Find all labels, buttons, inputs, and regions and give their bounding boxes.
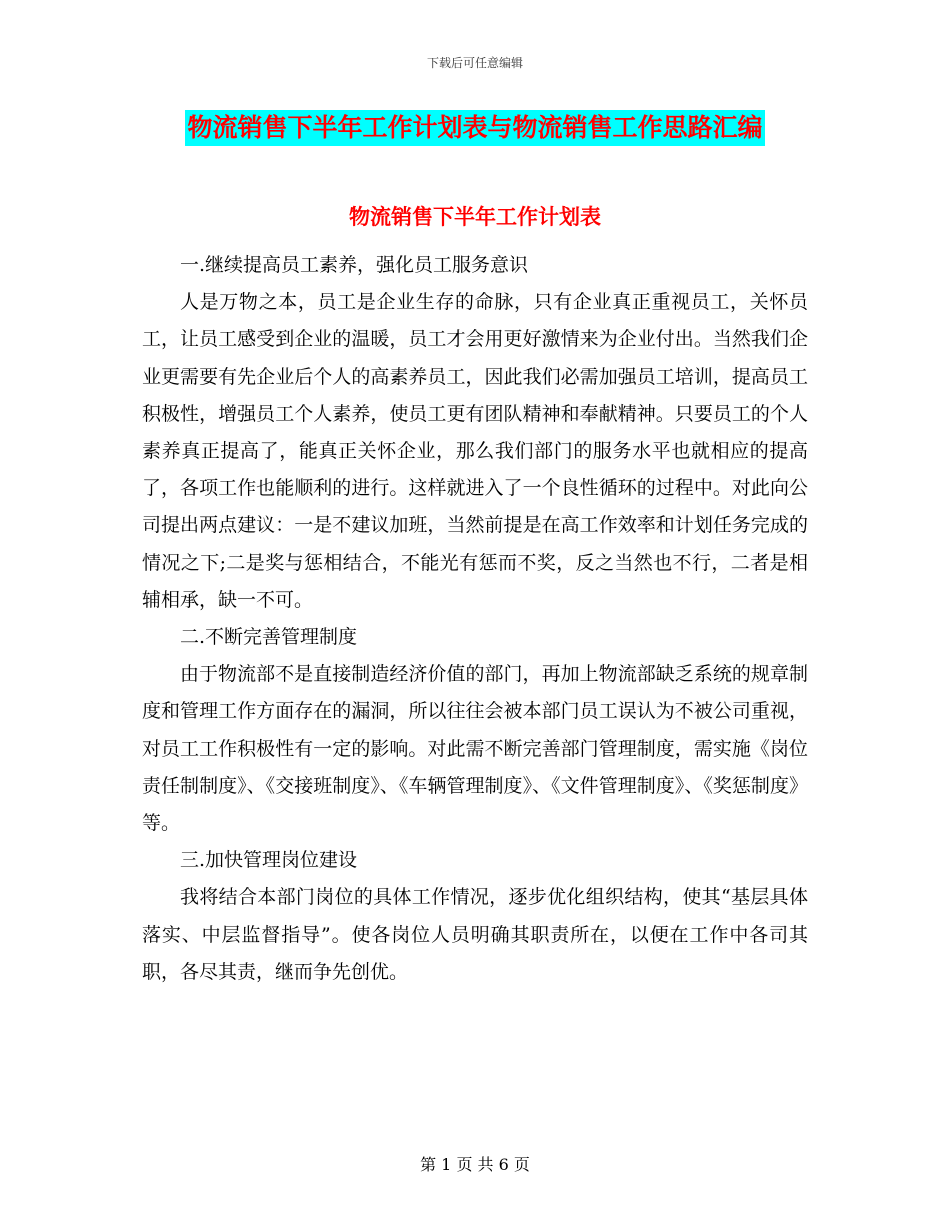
heading-1: 一.继续提高员工素养，强化员工服务意识 [180,254,529,276]
main-title-container [0,110,950,146]
paragraph-3: 我将结合本部门岗位的具体工作情况，逐步优化组织结构，使其“基层具体落实、中层监督指导”。使各岗位人员明确其职责所在，以便在工作中各司其职，各尽其责，继而争先创优。 [142,886,808,983]
heading-2: 二.不断完善管理制度 [180,626,358,649]
paragraph-2: 由于物流部不是直接制造经济价值的部门，再加上物流部缺乏系统的规章制度和管理工作方面存在的漏洞，所以往往会被本部门员工误认为不被公司重视，对员工工作积极性有一定的影响。对此需不断完善部门管理制度，需实施《岗位责任制制度》、《交接班制度》、《车辆管理制度》、《文件管理制度》、《奖惩制度》等。 [142,663,808,835]
paragraph-1: 人是万物之本，员工是企业生存的命脉，只有企业真正重视员工，关怀员工，让员工感受到企业的温暖，员工才会用更好激情来为企业付出。当然我们企业更需要有先企业后个人的高素养员工，因此我们必需加强员工培训，提高员工积极性，增强员工个人素养，使员工更有团队精神和奉献精神。只要员工的个人素养真正提高了，能真正关怀企业，那么我们部门的服务水平也就相应的提高了，各项工作也能顺利的进行。这样就进入了一个良性循环的过程中。对此向公司提出两点建议：一是不建议加班，当然前提是在高工作效率和计划任务完成的情况之下;二是奖与惩相结合，不能光有惩而不奖，反之当然也不行，二者是相辅相承，缺一不可。 [142,291,808,611]
heading-3: 三.加快管理岗位建设 [180,849,358,872]
document-body [142,247,808,991]
page-header-note: 下载后可任意编辑 [426,56,523,70]
page-number: 第 1 页 共 6 页 [420,1155,530,1174]
main-title: 物流销售下半年工作计划表与物流销售工作思路汇编 [185,110,764,146]
section-title: 物流销售下半年工作计划表 [349,205,601,229]
